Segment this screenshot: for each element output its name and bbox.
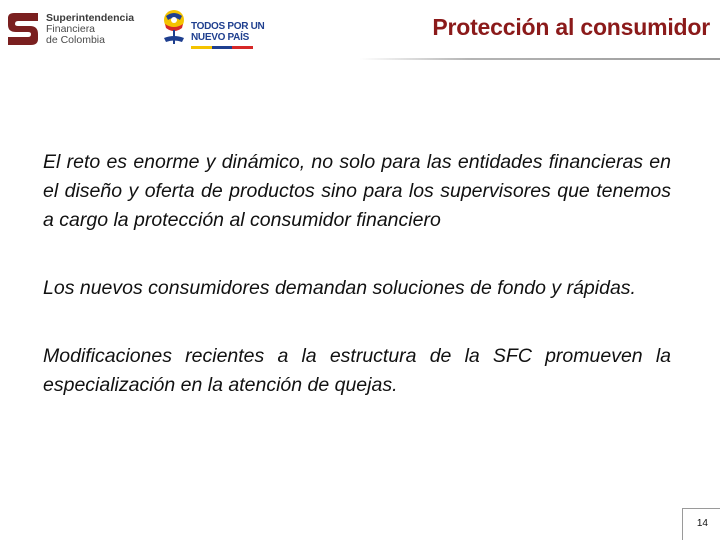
government-logo-line1: TODOS POR UN: [191, 21, 265, 32]
government-color-stripe: [191, 46, 253, 49]
stripe-red: [232, 46, 253, 49]
page-title: Protección al consumidor: [432, 14, 710, 40]
sfc-logo-line3: de Colombia: [46, 34, 105, 46]
government-logo-text: [191, 22, 264, 43]
sfc-logo-line1: Superintendencia: [46, 12, 135, 24]
sfc-s-logo-icon: [4, 12, 42, 46]
government-emblem-icon: [160, 8, 188, 50]
paragraph-sfc-structure: Modificaciones recientes a la estructura de la SFC promueven la especialización en la atención de quejas.: [43, 345, 671, 396]
stripe-blue: [212, 46, 233, 49]
stripe-yellow: [191, 46, 212, 49]
page-number: 14: [696, 518, 708, 529]
slide-body: [43, 148, 671, 400]
page-number-box: [682, 508, 720, 540]
government-logo: [160, 8, 265, 52]
sfc-logo: [4, 10, 140, 50]
paragraph-new-consumers: Los nuevos consumidores demandan soluciones de fondo y rápidas.: [43, 277, 636, 299]
paragraph-challenge: El reto es enorme y dinámico, no solo para las entidades financieras en el diseño y oferta de productos sino para los supervisores que tenemos a cargo la protección al consumidor financiero: [43, 151, 671, 231]
sfc-logo-text: [46, 13, 134, 46]
sfc-logo-line2: Financiera: [46, 23, 96, 35]
slide-header: [0, 0, 720, 62]
government-logo-line2: NUEVO PAÍS: [191, 31, 249, 43]
header-divider: [360, 58, 720, 60]
